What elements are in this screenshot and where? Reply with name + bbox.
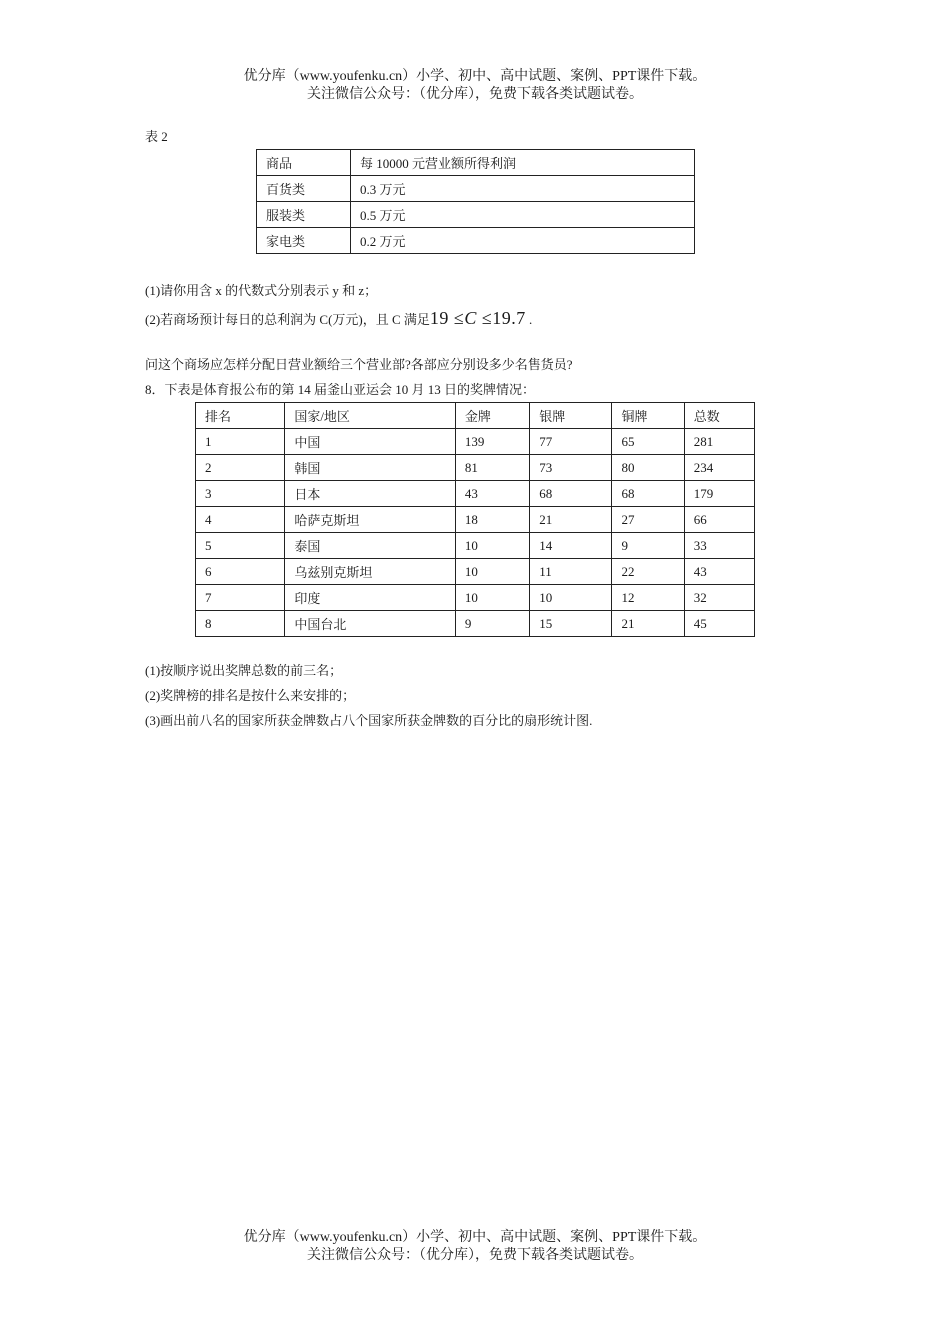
table-cell: 139 xyxy=(455,429,529,455)
table-cell: 3 xyxy=(196,481,285,507)
table-cell: 27 xyxy=(612,507,684,533)
table-cell: 68 xyxy=(612,481,684,507)
q7-question: 问这个商场应怎样分配日营业额给三个营业部?各部应分别设多少名售货员? xyxy=(145,357,573,372)
q7-part1: (1)请你用含 x 的代数式分别表示 y 和 z； xyxy=(145,283,378,298)
table-header-cell: 铜牌 xyxy=(612,403,684,429)
table-cell: 泰国 xyxy=(285,533,456,559)
header-line-1: 优分库（www.youfenku.cn）小学、初中、高中试题、案例、PPT课件下载。 xyxy=(243,69,707,84)
profit-table xyxy=(256,149,695,254)
table-cell: 179 xyxy=(684,481,754,507)
ineq-low: 19 xyxy=(429,308,449,328)
table-cell: 哈萨克斯坦 xyxy=(285,507,456,533)
table-row xyxy=(257,228,695,254)
table-row xyxy=(196,507,755,533)
table-cell: 乌兹别克斯坦 xyxy=(285,559,456,585)
table-cell: 日本 xyxy=(285,481,456,507)
table-cell: 73 xyxy=(530,455,612,481)
table-cell: 68 xyxy=(530,481,612,507)
table-row xyxy=(196,611,755,637)
table-cell: 32 xyxy=(684,585,754,611)
table-header-row xyxy=(257,150,695,176)
table-cell: 281 xyxy=(684,429,754,455)
table-cell: 43 xyxy=(684,559,754,585)
table-row xyxy=(257,176,695,202)
q8-intro: 8．下表是体育报公布的第 14 届釜山亚运会 10 月 13 日的奖牌情况： xyxy=(145,382,536,397)
table-header-cell: 国家/地区 xyxy=(285,403,456,429)
table-cell: 9 xyxy=(455,611,529,637)
table-cell: 0.2 万元 xyxy=(351,228,695,254)
table-cell: 33 xyxy=(684,533,754,559)
inequality xyxy=(430,308,526,328)
table-cell: 66 xyxy=(684,507,754,533)
table-cell: 4 xyxy=(196,507,285,533)
table-cell: 10 xyxy=(455,559,529,585)
table-header-cell: 商品 xyxy=(257,150,351,176)
ineq-le-1: ≤ xyxy=(453,308,465,328)
q8-part1: (1)按顺序说出奖牌总数的前三名； xyxy=(145,663,343,678)
table-header-row xyxy=(196,403,755,429)
table-row xyxy=(196,455,755,481)
table-cell: 11 xyxy=(530,559,612,585)
table-header-cell: 排名 xyxy=(196,403,285,429)
table-row xyxy=(196,429,755,455)
ineq-le-2: ≤ xyxy=(481,308,493,328)
table-cell: 5 xyxy=(196,533,285,559)
table-cell: 7 xyxy=(196,585,285,611)
table-cell: 中国 xyxy=(285,429,456,455)
footer-line-1: 优分库（www.youfenku.cn）小学、初中、高中试题、案例、PPT课件下载。 xyxy=(243,1230,707,1245)
ineq-high: 19.7 xyxy=(492,308,526,328)
table-cell: 15 xyxy=(530,611,612,637)
table-header-cell: 银牌 xyxy=(530,403,612,429)
table-row xyxy=(257,202,695,228)
table-cell: 8 xyxy=(196,611,285,637)
table-cell: 21 xyxy=(530,507,612,533)
ineq-var: C xyxy=(464,308,477,328)
table-cell: 81 xyxy=(455,455,529,481)
table-cell: 65 xyxy=(612,429,684,455)
table-cell: 百货类 xyxy=(257,176,351,202)
table-cell: 45 xyxy=(684,611,754,637)
q7-part2 xyxy=(145,306,532,332)
q7-part2-text: (2)若商场预计每日的总利润为 C(万元)，且 C 满足 xyxy=(145,312,430,327)
table-cell: 12 xyxy=(612,585,684,611)
table-cell: 21 xyxy=(612,611,684,637)
table2-caption: 表 2 xyxy=(145,129,168,144)
table-cell: 77 xyxy=(530,429,612,455)
table-cell: 10 xyxy=(455,533,529,559)
footer-line-2: 关注微信公众号：（优分库），免费下载各类试题试卷。 xyxy=(307,1248,643,1263)
table-row xyxy=(196,481,755,507)
table-cell: 14 xyxy=(530,533,612,559)
table-header-cell: 总数 xyxy=(684,403,754,429)
table-cell: 0.3 万元 xyxy=(351,176,695,202)
table-cell: 234 xyxy=(684,455,754,481)
header-line-2: 关注微信公众号：（优分库），免费下载各类试题试卷。 xyxy=(307,87,643,102)
table-cell: 中国台北 xyxy=(285,611,456,637)
table-row xyxy=(196,585,755,611)
table-cell: 1 xyxy=(196,429,285,455)
table-cell: 2 xyxy=(196,455,285,481)
table-cell: 10 xyxy=(530,585,612,611)
q8-part2: (2)奖牌榜的排名是按什么来安排的； xyxy=(145,688,356,703)
table-cell: 10 xyxy=(455,585,529,611)
page-footer xyxy=(0,1229,950,1265)
medal-table xyxy=(195,402,755,637)
table-cell: 80 xyxy=(612,455,684,481)
q8-part3: (3)画出前八名的国家所获金牌数占八个国家所获金牌数的百分比的扇形统计图. xyxy=(145,713,593,728)
table-cell: 韩国 xyxy=(285,455,456,481)
table-header-cell: 金牌 xyxy=(455,403,529,429)
page-header xyxy=(0,68,950,104)
table-row xyxy=(196,533,755,559)
table-cell: 43 xyxy=(455,481,529,507)
table-cell: 22 xyxy=(612,559,684,585)
table-cell: 6 xyxy=(196,559,285,585)
q7-period: . xyxy=(528,312,533,327)
table-cell: 0.5 万元 xyxy=(351,202,695,228)
table-cell: 印度 xyxy=(285,585,456,611)
table-header-cell: 每 10000 元营业额所得利润 xyxy=(351,150,695,176)
table-row xyxy=(196,559,755,585)
table-cell: 家电类 xyxy=(257,228,351,254)
table-cell: 18 xyxy=(455,507,529,533)
table-cell: 9 xyxy=(612,533,684,559)
table-cell: 服装类 xyxy=(257,202,351,228)
